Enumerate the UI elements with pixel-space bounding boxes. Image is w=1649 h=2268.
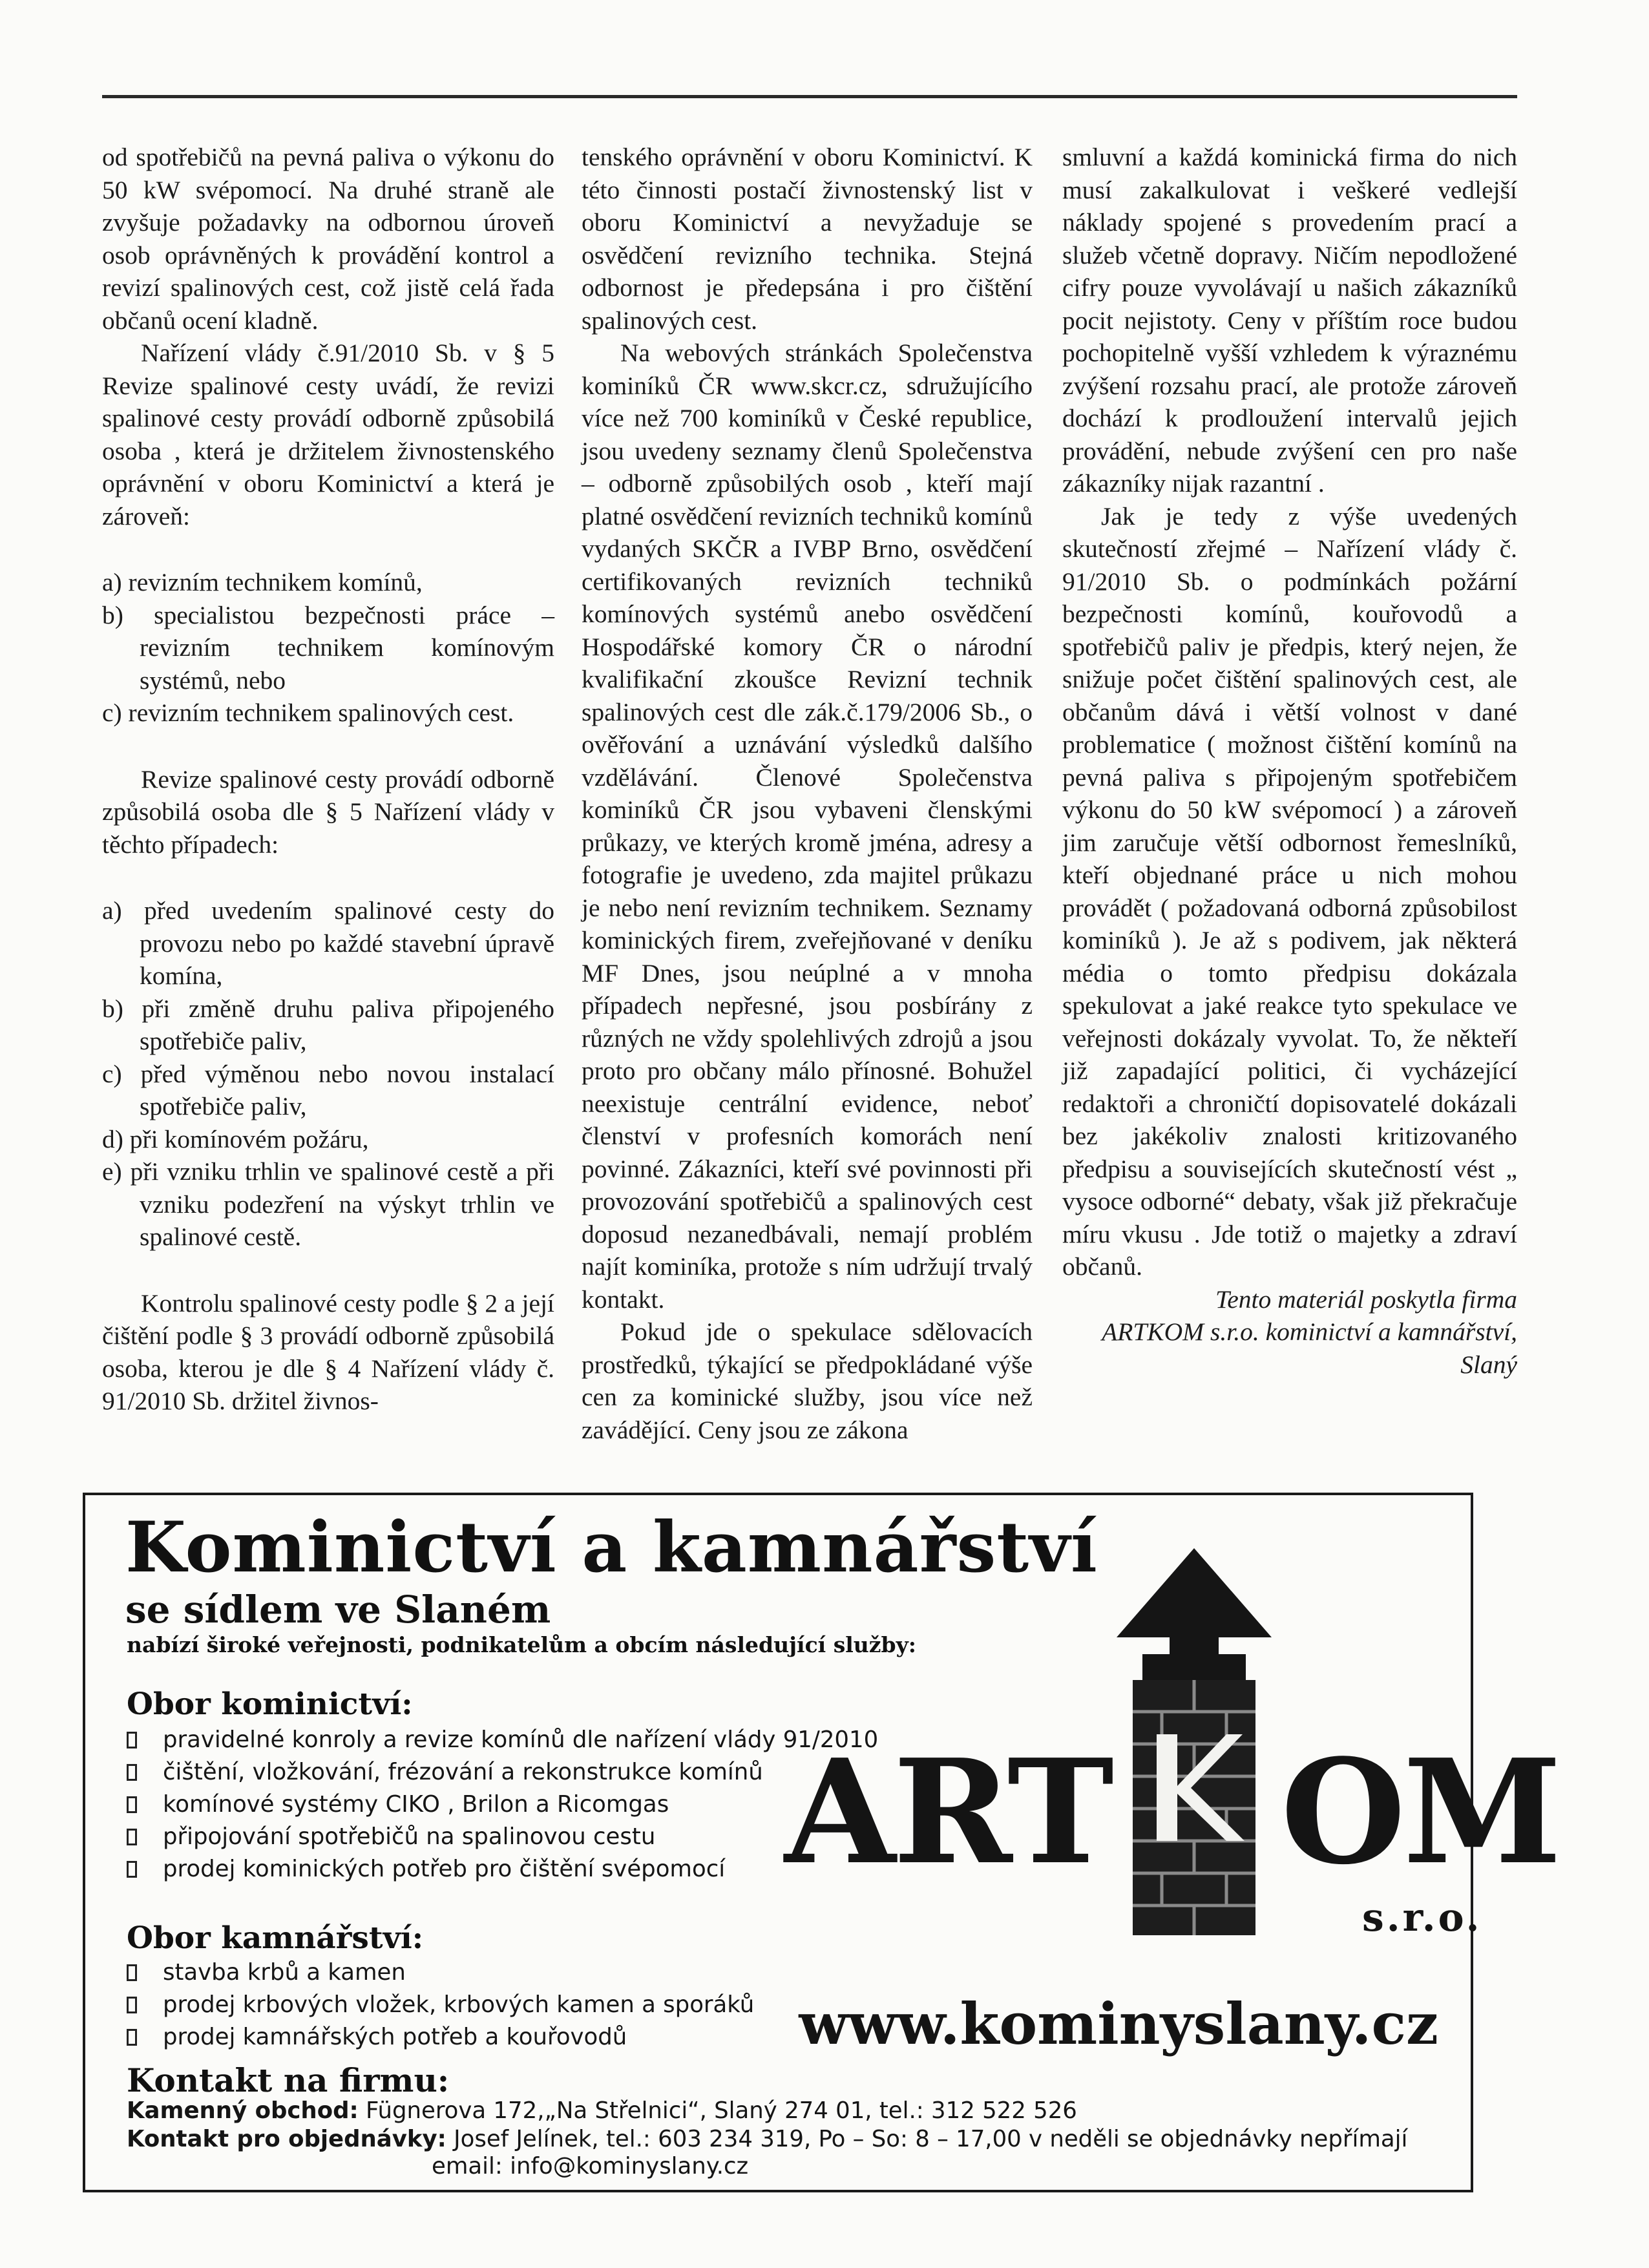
article-column-1 bbox=[102, 141, 554, 1418]
list-item: c) před výměnou nebo novou instalací spotřebiče paliv, bbox=[102, 1059, 554, 1120]
paragraph: Revize spalinové cesty provádí odborně způsobilá osoba dle § 5 Nařízení vlády v těchto případech: bbox=[102, 764, 554, 859]
list-item: c) revizním technikem spalinových cest. bbox=[102, 698, 514, 727]
top-rule bbox=[102, 95, 1517, 98]
orders-contact: Kontakt pro objednávky: Josef Jelínek, tel.: 603 234 319, Po – So: 8 – 17,00 v neděli se objednávky nepřímají bbox=[127, 2126, 1408, 2152]
checkbox-icon bbox=[127, 1764, 137, 1781]
paragraph: tenského oprávnění v oboru Kominictví. K této činnosti postačí živnostenský list v oboru Kominictví a nevyžaduje se osvědčení revizního technika. Stejná odbornost je předepsána i pro čištění spalinových cest. bbox=[582, 143, 1033, 335]
article-column-3 bbox=[1062, 141, 1517, 1381]
ad-title: Kominictví a kamnářství bbox=[125, 1507, 1098, 1588]
website-link[interactable]: www.kominyslany.cz bbox=[799, 1990, 1438, 2057]
list-item: čištění, vložkování, frézování a rekonstrukce komínů bbox=[127, 1756, 878, 1789]
stove-services-list bbox=[127, 1957, 754, 2053]
credit-line: ARTKOM s.r.o. kominictví a kamnářství, bbox=[1102, 1318, 1517, 1346]
paragraph: Na webových stránkách Společenstva kominíků ČR www.skcr.cz, sdružujícího více než 700 kominíků v České republice, jsou uvedeny seznamy členů Společenstva – odborně způsobilých osob , kteří mají platné osvědčení revizních techniků komínů vydaných SKČR a IVBP Brno, osvědčení certifikovaných revizních techniků komínových systémů anebo osvědčení Hospodářské komory ČR o národní kvalifikační zkoušce Revizní technik spalinových cest dle zák.č.179/2006 Sb., o ověřování a uznávání výsledků dalšího vzdělávání. Členové Společenstva kominíků ČR jsou vybaveni členskými průkazy, ve kterých kromě jména, adresy a fotografie je uvedeno, zda majitel průkazu je nebo není revizním technikem. Seznamy kominických firem, zveřejňované v deníku MF Dnes, jsou neúplné a v mnoha případech nepřesné, jsou posbírány z různých ne vždy spolehlivých zdrojů a jsou proto pro občany málo přínosné. Bohužel neexistuje centrální evidence, neboť členství v profesních komorách není povinné. Zákazníci, kteří své povinnosti při provozování spotřebičů a spalinových cest doposud nezanedbávali, nemají problém najít kominíka, protože s ním udržují trvalý kontakt. bbox=[582, 339, 1033, 1314]
credit-line: Tento materiál poskytla firma bbox=[1215, 1285, 1517, 1314]
checkbox-icon bbox=[127, 1964, 137, 1981]
paragraph: Pokud jde o spekulace sdělovacích prostředků, týkající se předpokládané výše cen za kominické služby, jsou více než zavádějící. Ceny jsou ze zákona bbox=[582, 1318, 1033, 1444]
advertisement-box bbox=[83, 1493, 1560, 2192]
paragraph: Kontrolu spalinové cesty podle § 2 a její čištění podle § 3 provádí odborně způsobilá osoba, kterou je dle § 4 Nařízení vlády č. 91/2010 Sb. držitel živnos- bbox=[102, 1288, 554, 1415]
article-column-2 bbox=[582, 141, 1033, 1446]
checkbox-icon bbox=[127, 1796, 137, 1813]
list-item: e) při vzniku trhlin ve spalinové cestě a při vzniku podezření na výskyt trhlin ve spalinové cestě. bbox=[102, 1157, 554, 1251]
chimney-services-list bbox=[127, 1724, 878, 1885]
list-item: komínové systémy CIKO , Brilon a Ricomgas bbox=[127, 1789, 878, 1821]
list-item: a) revizním technikem komínů, bbox=[102, 568, 423, 596]
list-item: stavba krbů a kamen bbox=[127, 1957, 754, 1989]
list-item: prodej kominických potřeb pro čištění svépomocí bbox=[127, 1853, 878, 1885]
checkbox-icon bbox=[127, 1861, 137, 1878]
section-heading-chimney: Obor kominictví: bbox=[127, 1686, 413, 1722]
paragraph: Nařízení vlády č.91/2010 Sb. v § 5 Revize spalinové cesty uvádí, že revizi spalinové cesty provádí odborně způsobilá osoba , která je držitelem živnostenského oprávnění v oboru Kominictví a která je zároveň: bbox=[102, 339, 554, 530]
checkbox-icon bbox=[127, 2029, 137, 2046]
list-item: a) před uvedením spalinové cesty do provozu nebo po každé stavební úpravě komína, bbox=[102, 896, 554, 990]
credit-line: Slaný bbox=[1460, 1350, 1517, 1379]
list-item: b) specialistou bezpečnosti práce – revizním technikem komínovým systémů, nebo bbox=[102, 600, 554, 695]
list-item: připojování spotřebičů na spalinovou cestu bbox=[127, 1821, 878, 1853]
checkbox-icon bbox=[127, 1997, 137, 2013]
ad-subtitle: se sídlem ve Slaném bbox=[125, 1588, 551, 1632]
brand-logotype: ART OM bbox=[784, 1728, 1560, 1896]
checkbox-icon bbox=[127, 1829, 137, 1845]
ad-offer: nabízí široké veřejnosti, podnikatelům a obcím následující služby: bbox=[127, 1632, 916, 1657]
paragraph: Jak je tedy z výše uvedených skutečností zřejmé – Nařízení vlády č. 91/2010 Sb. o podmínkách požární bezpečnosti komínů, kouřovodů a spotřebičů paliv je předpis, který nejen, že snižuje počet čištění spalinových cest, ale občanům dává i větší volnost v dané problematice ( možnost čištění komínů na pevná paliva s připojeným spotřebičem výkonu do 50 kW svépomocí ) a zároveň jim zaručuje větší odbornost řemeslníků, kteří objednané práce u nich mohou provádět ( požadovaná odborná způsobilost kominíků ). Je až s podivem, jak některá média o tomto předpisu dokázala spekulovat a jaké reakce tyto spekulace ve veřejnosti dokázaly vyvolat. To, že někteří již zapadající politici, či vycházející redaktoři a chroničtí dopisovatelé dokázali bez jakékoliv znalosti kritizovaného předpisu a souvisejících skutečností vést „ vysoce odborné“ debaty, však již překračuje míru vkusu . Jde totiž o majetky a zdraví občanů. bbox=[1062, 501, 1517, 1281]
section-heading-stove: Obor kamnářství: bbox=[127, 1920, 424, 1956]
list-item: prodej kamnářských potřeb a kouřovodů bbox=[127, 2021, 754, 2053]
store-contact: Kamenný obchod: Fügnerova 172,„Na Střelnici“, Slaný 274 01, tel.: 312 522 526 bbox=[127, 2097, 1077, 2124]
list-item: pravidelné konroly a revize komínů dle nařízení vlády 91/2010 bbox=[127, 1724, 878, 1756]
paragraph: od spotřebičů na pevná paliva o výkonu do 50 kW svépomocí. Na druhé straně ale zvyšuje požadavky na odbornou úroveň osob oprávněných k provádění kontrol a revizí spalinových cest, což jistě celá řada občanů ocení kladně. bbox=[102, 143, 554, 335]
revision-persons-list bbox=[102, 566, 554, 730]
checkbox-icon bbox=[127, 1732, 137, 1748]
paragraph: smluvní a každá kominická firma do nich musí zakalkulovat i veškeré vedlejší náklady spojené s provedením prací a služeb včetně dopravy. Ničím nepodložené cifry pouze vyvolávají u našich zákazníků pocit nejistoty. Ceny v příštím roce budou pochopitelně vyšší vzhledem k výraznému zvýšení rozsahu prací, ale protože zároveň dochází k prodloužení intervalů jejich provádění, nebude zvýšení cen pro naše zákazníky nijak razantní . bbox=[1062, 143, 1517, 498]
list-item: d) při komínovém požáru, bbox=[102, 1124, 369, 1153]
contact-heading: Kontakt na firmu: bbox=[127, 2061, 450, 2099]
email-link[interactable]: email: info@kominyslany.cz bbox=[432, 2153, 749, 2179]
list-item: b) při změně druhu paliva připojeného spotřebiče paliv, bbox=[102, 994, 554, 1055]
list-item: prodej krbových vložek, krbových kamen a sporáků bbox=[127, 1989, 754, 2021]
revision-cases-list bbox=[102, 894, 554, 1254]
brand-suffix: s.r.o. bbox=[1362, 1895, 1482, 1940]
